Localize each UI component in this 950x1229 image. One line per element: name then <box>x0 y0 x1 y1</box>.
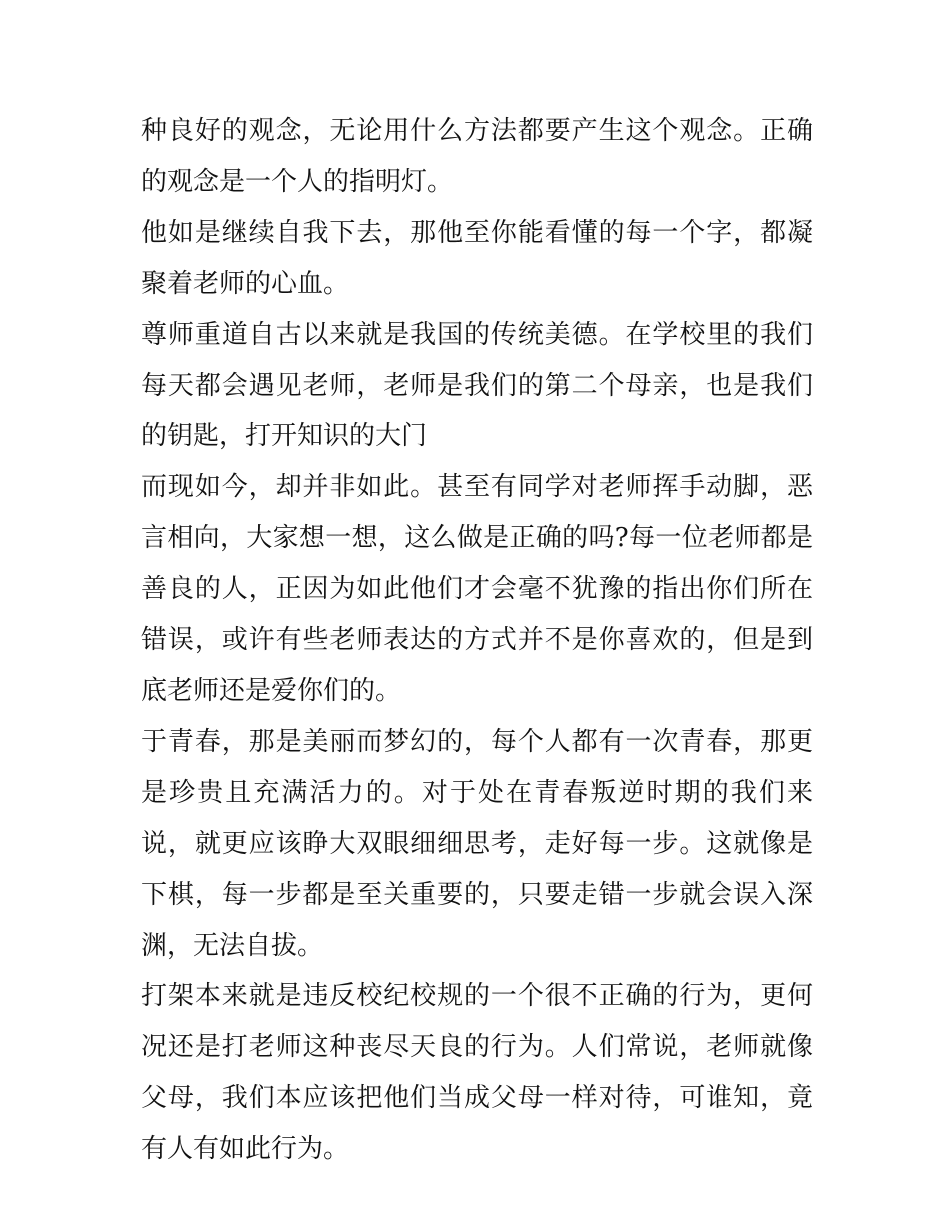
paragraph-4: 而现如今，却并非如此。甚至有同学对老师挥手动脚，恶言相向，大家想一想，这么做是正确的吗?每一位老师都是善良的人，正因为如此他们才会毫不犹豫的指出你们所在错误，或许有些老师表达的方式并不是你喜欢的，但是到底老师还是爱你们的。 <box>141 472 813 706</box>
paragraph-5: 于青春，那是美丽而梦幻的，每个人都有一次青春，那更是珍贵且充满活力的。对于处在青春叛逆时期的我们来说，就更应该睁大双眼细细思考，走好每一步。这就像是下棋，每一步都是至关重要的，只要走错一步就会误入深渊，无法自拔。 <box>141 726 813 961</box>
paragraph-1: 种良好的观念，无论用什么方法都要产生这个观念。正确的观念是一个人的指明灯。 <box>141 116 813 197</box>
paragraph-6: 打架本来就是违反校纪校规的一个很不正确的行为，更何况还是打老师这种丧尽天良的行为。人们常说，老师就像父母，我们本应该把他们当成父母一样对待，可谁知，竟有人有如此行为。 <box>141 981 813 1165</box>
body-text <box>141 106 813 1175</box>
paragraph-3: 尊师重道自古以来就是我国的传统美德。在学校里的我们每天都会遇见老师，老师是我们的第二个母亲，也是我们的钥匙，打开知识的大门 <box>141 319 813 452</box>
paragraph-2: 他如是继续自我下去，那他至你能看懂的每一个字，都凝聚着老师的心血。 <box>141 217 813 299</box>
